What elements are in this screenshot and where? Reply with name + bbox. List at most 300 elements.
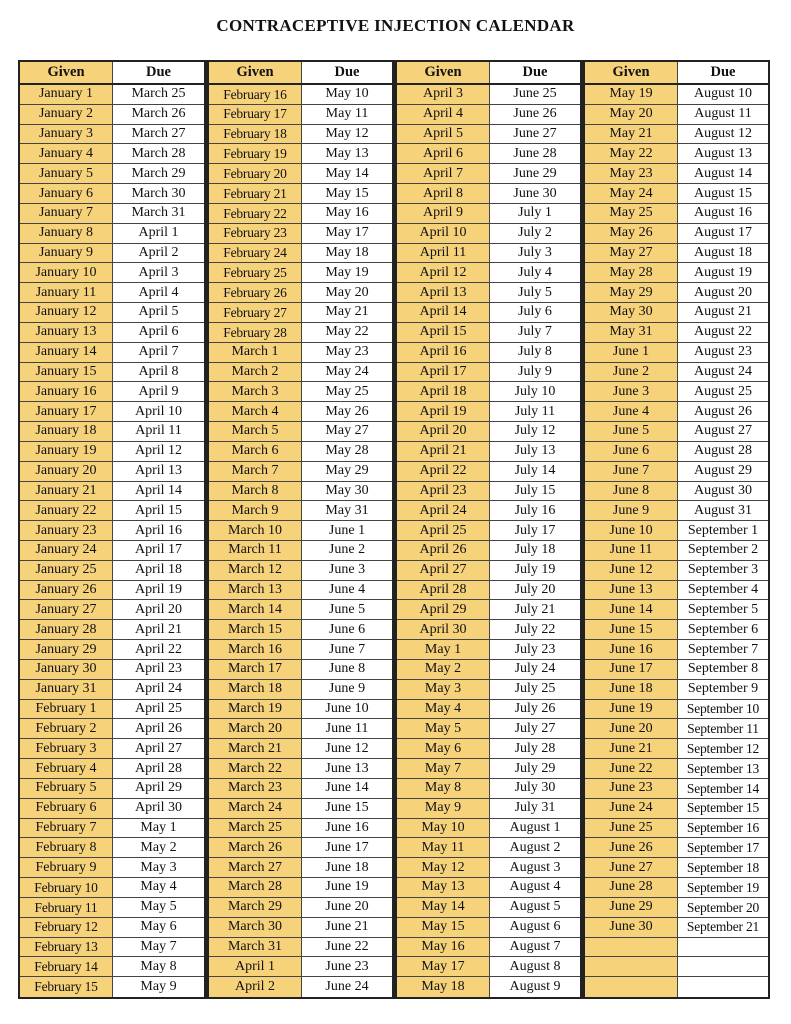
table-row — [585, 918, 768, 938]
given-date-cell: May 10 — [397, 819, 490, 838]
table-row — [397, 739, 580, 759]
table-row — [397, 382, 580, 402]
table-row — [20, 105, 204, 125]
table-row — [585, 759, 768, 779]
due-date-cell: August 27 — [678, 422, 768, 441]
given-date-cell: March 3 — [209, 382, 302, 401]
due-date-cell: May 17 — [302, 224, 392, 243]
table-row — [585, 581, 768, 601]
given-date-cell: May 8 — [397, 779, 490, 798]
due-date-cell: August 19 — [678, 263, 768, 282]
due-date-cell: June 13 — [302, 759, 392, 778]
given-date-cell: February 22 — [209, 204, 302, 223]
given-date-cell — [585, 977, 678, 997]
due-date-cell: May 30 — [302, 482, 392, 501]
table-row — [20, 144, 204, 164]
table-row — [585, 224, 768, 244]
given-date-cell: May 7 — [397, 759, 490, 778]
due-date-cell: September 12 — [678, 739, 768, 758]
table-row — [209, 541, 392, 561]
given-date-cell: May 19 — [585, 85, 678, 104]
due-date-cell: September 15 — [678, 799, 768, 818]
given-date-cell: June 12 — [585, 561, 678, 580]
table-row — [397, 700, 580, 720]
table-row — [209, 581, 392, 601]
given-date-cell: April 5 — [397, 125, 490, 144]
due-date-cell: July 23 — [490, 640, 580, 659]
due-date-cell: July 16 — [490, 501, 580, 520]
given-date-cell: January 25 — [20, 561, 113, 580]
given-date-cell: April 2 — [209, 977, 302, 997]
table-row — [209, 224, 392, 244]
due-date-cell: June 22 — [302, 938, 392, 957]
due-date-cell: August 20 — [678, 283, 768, 302]
due-date-cell: June 4 — [302, 581, 392, 600]
given-date-cell: April 9 — [397, 204, 490, 223]
table-row — [397, 719, 580, 739]
due-date-cell: July 28 — [490, 739, 580, 758]
given-date-cell: March 18 — [209, 680, 302, 699]
given-date-cell: January 18 — [20, 422, 113, 441]
table-row — [20, 660, 204, 680]
due-date-cell: June 12 — [302, 739, 392, 758]
table-row — [397, 363, 580, 383]
table-row — [585, 620, 768, 640]
table-row — [209, 164, 392, 184]
table-row — [585, 343, 768, 363]
due-date-cell: April 12 — [113, 442, 204, 461]
table-row — [20, 957, 204, 977]
due-date-cell: July 5 — [490, 283, 580, 302]
table-row — [20, 125, 204, 145]
table-row — [585, 799, 768, 819]
given-date-cell: May 31 — [585, 323, 678, 342]
table-row — [209, 462, 392, 482]
table-row — [20, 184, 204, 204]
due-date-cell: August 3 — [490, 858, 580, 877]
table-row — [209, 363, 392, 383]
given-date-cell: March 15 — [209, 620, 302, 639]
given-date-cell: March 11 — [209, 541, 302, 560]
due-date-cell: June 6 — [302, 620, 392, 639]
given-date-cell: February 18 — [209, 125, 302, 144]
given-date-cell: March 31 — [209, 938, 302, 957]
table-row — [20, 600, 204, 620]
given-date-cell: May 12 — [397, 858, 490, 877]
due-date-cell: June 11 — [302, 719, 392, 738]
given-date-cell: February 14 — [20, 957, 113, 976]
due-date-cell: March 28 — [113, 144, 204, 163]
due-date-cell: May 25 — [302, 382, 392, 401]
given-date-cell: February 27 — [209, 303, 302, 322]
due-date-cell: July 4 — [490, 263, 580, 282]
given-header: Given — [397, 62, 490, 83]
due-date-cell: September 16 — [678, 819, 768, 838]
given-date-cell: January 7 — [20, 204, 113, 223]
given-date-cell: June 27 — [585, 858, 678, 877]
due-date-cell: July 18 — [490, 541, 580, 560]
table-row — [209, 125, 392, 145]
table-row — [20, 819, 204, 839]
table-row — [20, 858, 204, 878]
table-row — [209, 600, 392, 620]
given-date-cell: February 19 — [209, 144, 302, 163]
due-date-cell: September 4 — [678, 581, 768, 600]
table-row — [585, 184, 768, 204]
table-row — [397, 779, 580, 799]
due-date-cell: August 14 — [678, 164, 768, 183]
due-date-cell: May 14 — [302, 164, 392, 183]
calendar-column-block — [394, 60, 582, 999]
table-row — [397, 838, 580, 858]
table-row — [209, 918, 392, 938]
given-date-cell: February 1 — [20, 700, 113, 719]
given-date-cell: March 25 — [209, 819, 302, 838]
table-row — [397, 680, 580, 700]
due-date-cell: April 29 — [113, 779, 204, 798]
given-date-cell: May 5 — [397, 719, 490, 738]
due-date-cell: September 9 — [678, 680, 768, 699]
given-date-cell: April 24 — [397, 501, 490, 520]
due-date-cell: May 8 — [113, 957, 204, 976]
given-date-cell: June 5 — [585, 422, 678, 441]
given-header: Given — [20, 62, 113, 83]
given-date-cell: June 10 — [585, 521, 678, 540]
due-date-cell: August 21 — [678, 303, 768, 322]
given-date-cell: April 4 — [397, 105, 490, 124]
table-row — [20, 759, 204, 779]
due-date-cell: August 8 — [490, 957, 580, 976]
given-date-cell: June 24 — [585, 799, 678, 818]
table-row — [397, 482, 580, 502]
due-date-cell: September 6 — [678, 620, 768, 639]
due-date-cell: July 31 — [490, 799, 580, 818]
table-row — [20, 700, 204, 720]
table-row — [20, 224, 204, 244]
table-row — [20, 779, 204, 799]
due-date-cell: June 3 — [302, 561, 392, 580]
table-row — [20, 422, 204, 442]
given-date-cell: June 8 — [585, 482, 678, 501]
due-date-cell: July 11 — [490, 402, 580, 421]
table-row — [585, 640, 768, 660]
given-date-cell: March 14 — [209, 600, 302, 619]
table-row — [20, 739, 204, 759]
given-date-cell: January 9 — [20, 244, 113, 263]
given-header: Given — [209, 62, 302, 83]
given-date-cell: February 6 — [20, 799, 113, 818]
given-date-cell: April 22 — [397, 462, 490, 481]
due-date-cell: September 2 — [678, 541, 768, 560]
due-date-cell: September 19 — [678, 878, 768, 897]
given-date-cell: June 19 — [585, 700, 678, 719]
due-date-cell: July 9 — [490, 363, 580, 382]
calendar-column-block — [206, 60, 394, 999]
due-date-cell: April 1 — [113, 224, 204, 243]
table-row — [20, 898, 204, 918]
table-row — [209, 739, 392, 759]
due-date-cell: August 6 — [490, 918, 580, 937]
given-date-cell: January 10 — [20, 263, 113, 282]
table-row — [585, 898, 768, 918]
due-date-cell: April 21 — [113, 620, 204, 639]
table-row — [585, 144, 768, 164]
table-row — [585, 838, 768, 858]
due-date-cell: August 23 — [678, 343, 768, 362]
due-date-cell: April 14 — [113, 482, 204, 501]
due-date-cell: September 20 — [678, 898, 768, 917]
table-row — [20, 462, 204, 482]
table-row — [585, 244, 768, 264]
given-date-cell: June 13 — [585, 581, 678, 600]
given-date-cell: March 7 — [209, 462, 302, 481]
due-date-cell: September 17 — [678, 838, 768, 857]
given-date-cell — [585, 938, 678, 957]
due-date-cell: August 15 — [678, 184, 768, 203]
given-date-cell: January 29 — [20, 640, 113, 659]
given-date-cell: April 30 — [397, 620, 490, 639]
given-date-cell: February 12 — [20, 918, 113, 937]
table-row — [585, 105, 768, 125]
due-date-cell: April 23 — [113, 660, 204, 679]
table-row — [20, 541, 204, 561]
table-row — [20, 164, 204, 184]
given-date-cell: June 2 — [585, 363, 678, 382]
table-row — [209, 283, 392, 303]
table-row — [20, 343, 204, 363]
table-row — [585, 402, 768, 422]
given-date-cell: May 16 — [397, 938, 490, 957]
due-date-cell: June 28 — [490, 144, 580, 163]
due-date-cell: August 24 — [678, 363, 768, 382]
given-date-cell: January 14 — [20, 343, 113, 362]
calendar-table — [18, 60, 770, 999]
table-row — [209, 680, 392, 700]
table-row — [20, 977, 204, 997]
given-date-cell: March 12 — [209, 561, 302, 580]
due-date-cell: April 4 — [113, 283, 204, 302]
given-date-cell: February 23 — [209, 224, 302, 243]
due-date-cell: August 12 — [678, 125, 768, 144]
table-row — [209, 323, 392, 343]
due-date-cell: August 16 — [678, 204, 768, 223]
header-row — [397, 62, 580, 85]
given-date-cell: March 20 — [209, 719, 302, 738]
given-date-cell: March 28 — [209, 878, 302, 897]
given-date-cell: February 10 — [20, 878, 113, 897]
table-row — [397, 541, 580, 561]
table-row — [20, 382, 204, 402]
given-date-cell: May 25 — [585, 204, 678, 223]
given-date-cell: March 21 — [209, 739, 302, 758]
due-date-cell: July 25 — [490, 680, 580, 699]
due-date-cell: August 30 — [678, 482, 768, 501]
table-row — [585, 561, 768, 581]
given-date-cell: April 10 — [397, 224, 490, 243]
table-row — [209, 938, 392, 958]
due-date-cell: April 25 — [113, 700, 204, 719]
given-date-cell: June 16 — [585, 640, 678, 659]
table-row — [397, 799, 580, 819]
due-date-cell: April 8 — [113, 363, 204, 382]
given-date-cell: March 5 — [209, 422, 302, 441]
due-date-cell: September 18 — [678, 858, 768, 877]
table-row — [209, 204, 392, 224]
due-date-cell: August 7 — [490, 938, 580, 957]
table-row — [20, 323, 204, 343]
given-date-cell: March 30 — [209, 918, 302, 937]
table-row — [397, 561, 580, 581]
table-row — [585, 164, 768, 184]
due-date-cell: July 22 — [490, 620, 580, 639]
given-date-cell: April 16 — [397, 343, 490, 362]
given-date-cell: March 17 — [209, 660, 302, 679]
due-date-cell: May 27 — [302, 422, 392, 441]
table-row — [20, 640, 204, 660]
due-date-cell: May 12 — [302, 125, 392, 144]
table-row — [20, 363, 204, 383]
given-date-cell: June 26 — [585, 838, 678, 857]
due-date-cell: August 29 — [678, 462, 768, 481]
given-date-cell: April 19 — [397, 402, 490, 421]
table-row — [397, 581, 580, 601]
given-date-cell: June 22 — [585, 759, 678, 778]
table-row — [209, 620, 392, 640]
due-date-cell: May 24 — [302, 363, 392, 382]
given-date-cell: January 30 — [20, 660, 113, 679]
given-date-cell: May 26 — [585, 224, 678, 243]
table-row — [585, 303, 768, 323]
table-row — [585, 680, 768, 700]
table-row — [585, 779, 768, 799]
due-date-cell: July 13 — [490, 442, 580, 461]
table-row — [20, 482, 204, 502]
due-date-cell: August 13 — [678, 144, 768, 163]
given-date-cell: January 21 — [20, 482, 113, 501]
due-date-cell: April 9 — [113, 382, 204, 401]
table-row — [585, 283, 768, 303]
given-date-cell: April 15 — [397, 323, 490, 342]
due-header: Due — [302, 62, 392, 83]
given-date-cell: April 6 — [397, 144, 490, 163]
given-date-cell: June 3 — [585, 382, 678, 401]
given-date-cell: April 8 — [397, 184, 490, 203]
table-row — [209, 184, 392, 204]
table-row — [20, 442, 204, 462]
table-row — [209, 244, 392, 264]
given-date-cell: January 27 — [20, 600, 113, 619]
due-date-cell: May 22 — [302, 323, 392, 342]
due-date-cell: June 17 — [302, 838, 392, 857]
due-header: Due — [678, 62, 768, 83]
due-date-cell: August 11 — [678, 105, 768, 124]
given-date-cell: May 18 — [397, 977, 490, 997]
given-date-cell: June 25 — [585, 819, 678, 838]
table-row — [209, 343, 392, 363]
due-date-cell: May 3 — [113, 858, 204, 877]
due-date-cell: April 15 — [113, 501, 204, 520]
table-row — [585, 739, 768, 759]
due-date-cell: March 26 — [113, 105, 204, 124]
due-date-cell: June 23 — [302, 957, 392, 976]
table-row — [209, 858, 392, 878]
due-date-cell: June 26 — [490, 105, 580, 124]
due-date-cell: June 9 — [302, 680, 392, 699]
given-date-cell: May 9 — [397, 799, 490, 818]
due-date-cell: July 29 — [490, 759, 580, 778]
given-date-cell: June 11 — [585, 541, 678, 560]
given-date-cell: May 4 — [397, 700, 490, 719]
given-date-cell: March 10 — [209, 521, 302, 540]
given-date-cell: June 23 — [585, 779, 678, 798]
table-row — [209, 263, 392, 283]
header-row — [209, 62, 392, 85]
due-date-cell: April 28 — [113, 759, 204, 778]
table-row — [397, 303, 580, 323]
due-date-cell: June 14 — [302, 779, 392, 798]
due-date-cell: August 2 — [490, 838, 580, 857]
given-date-cell: May 6 — [397, 739, 490, 758]
due-date-cell: May 2 — [113, 838, 204, 857]
due-date-cell: May 26 — [302, 402, 392, 421]
table-row — [585, 85, 768, 105]
table-row — [209, 957, 392, 977]
given-date-cell: April 18 — [397, 382, 490, 401]
given-date-cell: May 17 — [397, 957, 490, 976]
table-row — [397, 144, 580, 164]
due-date-cell: June 24 — [302, 977, 392, 997]
table-row — [397, 501, 580, 521]
table-row — [397, 283, 580, 303]
table-row — [397, 263, 580, 283]
table-row — [397, 819, 580, 839]
due-date-cell: May 7 — [113, 938, 204, 957]
due-date-cell: June 16 — [302, 819, 392, 838]
due-date-cell: July 7 — [490, 323, 580, 342]
given-date-cell: January 19 — [20, 442, 113, 461]
table-row — [20, 838, 204, 858]
due-date-cell: May 1 — [113, 819, 204, 838]
due-date-cell: March 31 — [113, 204, 204, 223]
table-row — [209, 442, 392, 462]
table-row — [20, 283, 204, 303]
table-row — [20, 878, 204, 898]
given-date-cell: March 23 — [209, 779, 302, 798]
given-date-cell: January 4 — [20, 144, 113, 163]
table-row — [209, 759, 392, 779]
given-date-cell: January 31 — [20, 680, 113, 699]
table-row — [397, 898, 580, 918]
table-row — [585, 382, 768, 402]
given-date-cell: April 21 — [397, 442, 490, 461]
due-date-cell: September 5 — [678, 600, 768, 619]
table-row — [209, 898, 392, 918]
table-row — [209, 819, 392, 839]
given-date-cell: March 9 — [209, 501, 302, 520]
table-row — [397, 105, 580, 125]
given-date-cell: May 23 — [585, 164, 678, 183]
given-date-cell: June 29 — [585, 898, 678, 917]
due-date-cell: August 9 — [490, 977, 580, 997]
given-date-cell: January 13 — [20, 323, 113, 342]
due-date-cell: June 27 — [490, 125, 580, 144]
due-date-cell — [678, 938, 768, 957]
given-date-cell: January 28 — [20, 620, 113, 639]
due-date-cell: May 16 — [302, 204, 392, 223]
due-date-cell: August 4 — [490, 878, 580, 897]
given-date-cell: February 21 — [209, 184, 302, 203]
due-date-cell: September 7 — [678, 640, 768, 659]
